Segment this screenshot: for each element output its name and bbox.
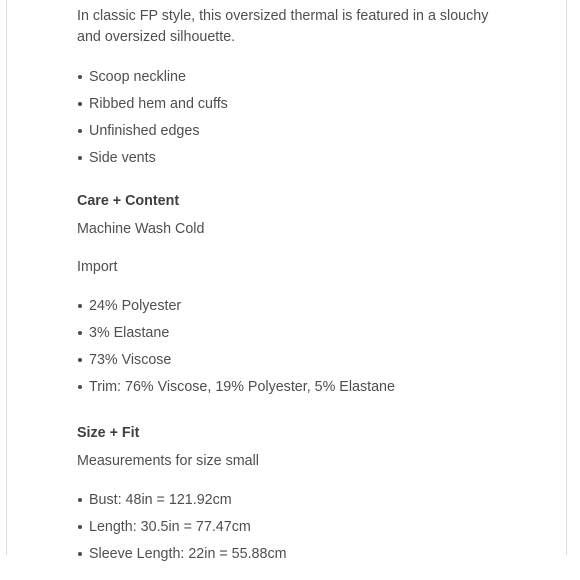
bullet-icon [78, 552, 82, 556]
care-wash-instructions: Machine Wash Cold [77, 221, 205, 237]
feature-text: Ribbed hem and cuffs [89, 95, 228, 112]
material-text: Trim: 76% Viscose, 19% Polyester, 5% Elastane [89, 378, 395, 395]
bullet-icon [78, 102, 82, 106]
materials-list [77, 292, 557, 400]
bullet-icon [78, 156, 82, 160]
material-item [77, 346, 557, 373]
bullet-icon [78, 385, 82, 389]
material-item [77, 292, 557, 319]
feature-text: Side vents [89, 149, 156, 166]
bullet-icon [78, 129, 82, 133]
feature-item [77, 63, 557, 90]
bullet-icon [78, 358, 82, 362]
feature-text: Unfinished edges [89, 122, 200, 139]
material-text: 73% Viscose [89, 351, 172, 368]
feature-text: Scoop neckline [89, 68, 186, 85]
right-border [566, 0, 567, 555]
description-intro: In classic FP style, this oversized thermal is featured in a slouchy and oversized silhouette. [77, 8, 489, 45]
size-note: Measurements for size small [77, 453, 259, 469]
material-text: 3% Elastane [89, 324, 170, 341]
bullet-icon [78, 498, 82, 502]
material-item [77, 373, 557, 400]
measurement-item [77, 486, 557, 513]
bullet-icon [78, 304, 82, 308]
measurement-text: Bust: 48in = 121.92cm [89, 491, 232, 508]
bullet-icon [78, 331, 82, 335]
measurement-item [77, 540, 557, 567]
feature-item [77, 144, 557, 171]
material-text: 24% Polyester [89, 297, 182, 314]
feature-list [77, 63, 557, 171]
feature-item [77, 117, 557, 144]
measurement-item [77, 513, 557, 540]
feature-item [77, 90, 557, 117]
origin-text: Import [77, 259, 118, 275]
measurement-text: Sleeve Length: 22in = 55.88cm [89, 545, 287, 562]
care-heading: Care + Content [77, 193, 180, 209]
size-heading: Size + Fit [77, 425, 140, 441]
measurements-list [77, 486, 557, 567]
bullet-icon [78, 525, 82, 529]
product-description [77, 6, 557, 567]
measurement-text: Length: 30.5in = 77.47cm [89, 518, 251, 535]
material-item [77, 319, 557, 346]
left-border [6, 0, 7, 555]
bullet-icon [78, 75, 82, 79]
